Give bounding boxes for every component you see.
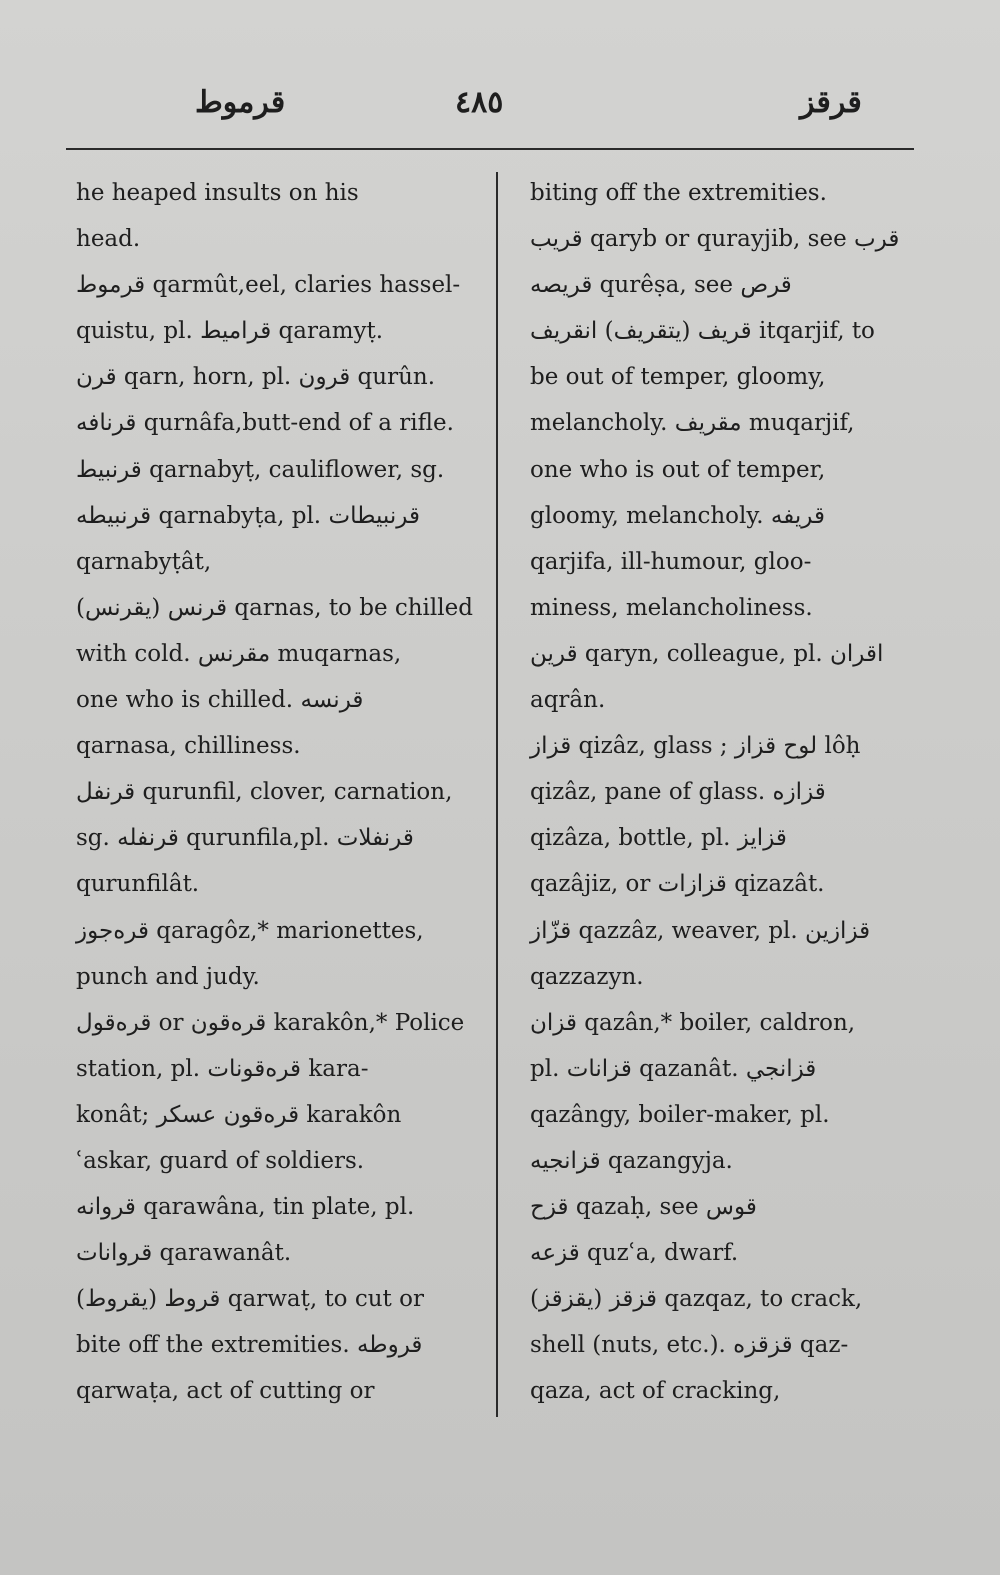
dictionary-line: قزان qazân,* boiler, caldron, — [530, 1009, 856, 1036]
dictionary-line: قرين qaryn, colleague, pl. اقران — [530, 640, 884, 667]
dictionary-line: qizâza, bottle, pl. قزايز — [530, 825, 787, 852]
dictionary-line: bite off the extremities. قروطه — [76, 1332, 423, 1359]
dictionary-line: qazzazyn. — [530, 963, 644, 990]
dictionary-line: biting off the extremities. — [530, 180, 827, 206]
dictionary-line: قزقز (يقزقز) qazqaz, to crack, — [530, 1286, 863, 1313]
dictionary-line: قرنفل qurunfil, clover, carnation, — [76, 779, 453, 806]
dictionary-line: قريب qaryb or qurayjib, see قرب — [530, 226, 900, 253]
dictionary-line: قرنس (يقرنس) qarnas, to be chilled — [76, 594, 473, 621]
dictionary-line: qarwaṭa, act of cutting or — [76, 1378, 375, 1405]
dictionary-line: قزّاز qazzâz, weaver, pl. قزازين — [530, 917, 871, 944]
dictionary-line: pl. قزانات qazanât. قزانجي — [530, 1055, 817, 1082]
dictionary-line: with cold. مقرنس muqarnas, — [76, 640, 402, 667]
dictionary-line: head. — [76, 226, 141, 253]
dictionary-line: qazângy, boiler-maker, pl. — [530, 1101, 830, 1128]
right-column — [530, 170, 950, 1415]
dictionary-line: quistu, pl. قراميط qaramyṭ. — [76, 318, 384, 345]
dictionary-line: qarnasa, chilliness. — [76, 733, 301, 760]
right-headword: قرقز — [800, 85, 862, 120]
dictionary-line: قروانات qarawanât. — [76, 1240, 292, 1267]
dictionary-line: قرنبيطه qarnabyṭa, pl. قرنبيطات — [76, 502, 420, 529]
column-divider — [496, 172, 498, 1417]
dictionary-line: miness, melancholiness. — [530, 594, 813, 621]
page-header — [0, 85, 1000, 135]
dictionary-line: qaza, act of cracking, — [530, 1378, 781, 1405]
dictionary-line: qazâjiz, or قزازات qizazât. — [530, 871, 825, 898]
dictionary-line: قريصه qurêṣa, see قرص — [530, 272, 792, 299]
dictionary-line: قزاز qizâz, glass ; لوح قزاز lôḥ — [530, 733, 861, 760]
dictionary-line: be out of temper, gloomy, — [530, 364, 826, 391]
dictionary-line: one who is chilled. قرنسه — [76, 687, 364, 714]
dictionary-line: sg. قرنفله qurunfila,pl. قرنفلات — [76, 825, 414, 852]
dictionary-line: قريف (يتقريف) انقريف itqarjif, to — [530, 318, 875, 345]
dictionary-line: قرموط qarmût,eel, claries hassel- — [76, 272, 461, 299]
dictionary-line: قره‌قول or قره‌قون karakôn,* Police — [76, 1009, 465, 1036]
header-rule — [66, 148, 914, 150]
dictionary-line: قرنافه qurnâfa,butt-end of a rifle. — [76, 410, 454, 437]
dictionary-line: punch and judy. — [76, 963, 260, 990]
dictionary-line: he heaped insults on his — [76, 180, 359, 206]
dictionary-line: qarjifa, ill-humour, gloo- — [530, 548, 812, 575]
dictionary-line: qizâz, pane of glass. قزازه — [530, 779, 826, 806]
dictionary-line: قرنبيط qarnabyṭ, cauliflower, sg. — [76, 456, 445, 483]
left-headword: قرموط — [195, 85, 286, 120]
dictionary-line: قره‌جوز qaragôz,* marionettes, — [76, 917, 424, 944]
dictionary-line: one who is out of temper, — [530, 456, 826, 483]
dictionary-line: ʿaskar, guard of soldiers. — [76, 1147, 365, 1174]
dictionary-line: station, pl. قره‌قونات kara- — [76, 1055, 369, 1082]
left-column — [76, 170, 488, 1415]
dictionary-line: قروط (يقروط) qarwaṭ, to cut or — [76, 1286, 424, 1313]
page-number: ٤٨٥ — [455, 85, 504, 120]
dictionary-line: قزح qazaḥ, see قوس — [530, 1194, 757, 1221]
dictionary-line: melancholy. مقريف muqarjif, — [530, 410, 855, 437]
dictionary-line: قزعه quzʿa, dwarf. — [530, 1240, 739, 1267]
dictionary-line: qurunfilât. — [76, 871, 200, 898]
dictionary-line: aqrân. — [530, 687, 606, 714]
dictionary-line: gloomy, melancholy. قريفه — [530, 502, 825, 529]
dictionary-line: shell (nuts, etc.). قزقزه qaz- — [530, 1332, 849, 1359]
dictionary-line: قروانه qarawâna, tin plate, pl. — [76, 1194, 415, 1221]
dictionary-line: konât; قره‌قون عسكر karakôn — [76, 1101, 402, 1128]
dictionary-line: قرن qarn, horn, pl. قرون qurûn. — [76, 364, 436, 391]
dictionary-line: قزانجيه qazangyja. — [530, 1147, 733, 1174]
dictionary-line: qarnabyṭât, — [76, 548, 212, 575]
